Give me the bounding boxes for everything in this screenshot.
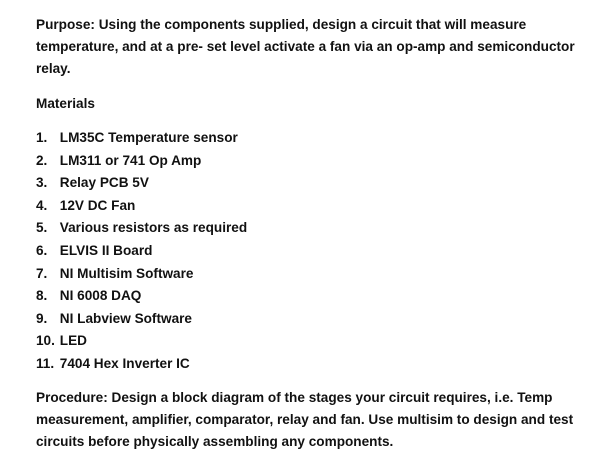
list-item (36, 285, 596, 308)
list-item-text: NI Labview Software (59, 310, 192, 326)
procedure-paragraph: Procedure: Design a block diagram of the stages your circuit requires, i.e. Temp measurement, amplifier, comparator, relay and fan. Use multisim to design and test circuits before physically assembling any components. (36, 389, 574, 449)
list-item-text: Relay PCB 5V (59, 175, 149, 191)
list-item-number: 7. (36, 265, 48, 281)
list-item-number: 2. (36, 152, 48, 168)
list-item (36, 263, 596, 286)
list-item (36, 330, 596, 353)
list-item (36, 150, 596, 173)
list-item-text: NI Multisim Software (59, 265, 194, 281)
list-item (36, 127, 596, 150)
list-item-number: 11. (36, 355, 55, 371)
list-item-number: 10. (36, 333, 55, 349)
list-item-text: LM35C Temperature sensor (59, 130, 238, 145)
list-item-text: Various resistors as required (59, 220, 248, 236)
list-item-number: 9. (36, 310, 48, 326)
list-item-text: 7404 Hex Inverter IC (59, 355, 190, 371)
materials-list (36, 127, 596, 376)
list-item-text: NI 6008 DAQ (59, 288, 142, 304)
list-item-text: LED (59, 333, 87, 349)
list-item (36, 172, 596, 195)
list-item-number: 6. (36, 242, 48, 258)
list-item-text: 12V DC Fan (59, 197, 136, 213)
list-item-number: 1. (36, 130, 48, 145)
list-item (36, 240, 596, 263)
list-item (36, 353, 596, 376)
purpose-paragraph: Purpose: Using the components supplied, design a circuit that will measure temperature, and at a pre- set level activate a fan via an op-amp and semiconductor relay. (36, 17, 575, 76)
list-item (36, 217, 596, 240)
list-item-number: 4. (36, 197, 48, 213)
list-item-number: 5. (36, 220, 48, 236)
list-item-number: 3. (36, 175, 48, 191)
list-item (36, 308, 596, 331)
list-item-number: 8. (36, 288, 48, 304)
list-item (36, 195, 596, 218)
materials-heading: Materials (36, 96, 95, 111)
document-body (36, 14, 596, 453)
list-item-text: LM311 or 741 Op Amp (59, 152, 202, 168)
list-item-text: ELVIS II Board (59, 242, 153, 258)
